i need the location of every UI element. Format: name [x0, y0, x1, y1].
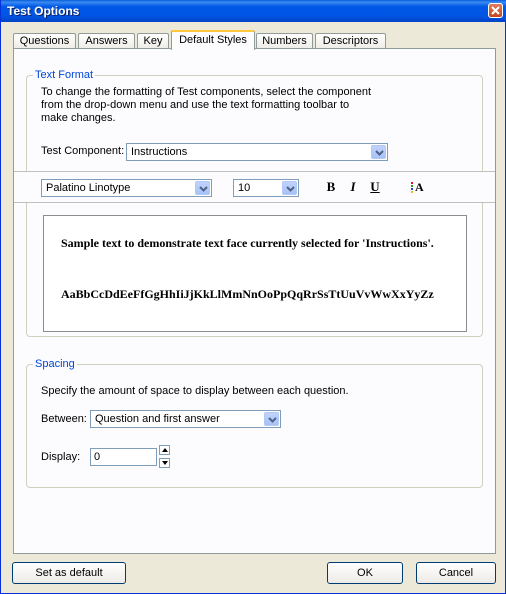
spacing-label: Spacing: [35, 358, 75, 370]
description-line: make changes.: [41, 112, 116, 124]
chevron-down-icon: [375, 150, 384, 156]
display-label: Display:: [41, 451, 81, 463]
set-as-default-button[interactable]: Set as default: [12, 562, 126, 584]
dropdown-arrow[interactable]: [195, 181, 210, 195]
chevron-down-icon: [199, 186, 208, 192]
between-value: Question and first answer: [95, 413, 220, 425]
ok-button[interactable]: OK: [327, 562, 403, 584]
text-formatting-toolbar: [14, 171, 495, 203]
font-dropdown[interactable]: [41, 179, 212, 197]
tab-key[interactable]: Key: [137, 33, 169, 49]
close-button[interactable]: [488, 3, 503, 18]
text-format-label: Text Format: [35, 69, 94, 81]
bold-button[interactable]: B: [326, 179, 336, 194]
arrow-up-icon: [162, 448, 168, 452]
window-title: Test Options: [7, 4, 80, 18]
tab-descriptors[interactable]: Descriptors: [315, 33, 386, 49]
between-dropdown[interactable]: [90, 410, 281, 428]
underline-button[interactable]: U: [370, 179, 380, 194]
dropdown-arrow[interactable]: [371, 145, 386, 159]
test-component-value: Instructions: [131, 146, 188, 158]
close-icon: [491, 6, 500, 15]
text-format-description: [41, 86, 461, 125]
title-bar[interactable]: [1, 0, 506, 22]
display-spin-input[interactable]: 0: [90, 448, 157, 466]
chevron-down-icon: [268, 417, 277, 423]
test-component-label: Test Component:: [41, 145, 125, 157]
font-size-value: 10: [238, 182, 251, 194]
default-styles-panel: [13, 48, 496, 554]
spin-up-button[interactable]: [159, 445, 170, 455]
preview-sample-text: Sample text to demonstrate text face currently selected for 'Instructions'.: [61, 236, 434, 250]
tab-default-styles[interactable]: Default Styles: [171, 30, 255, 50]
cancel-button[interactable]: Cancel: [416, 562, 496, 584]
font-color-button[interactable]: [409, 179, 427, 195]
tab-questions[interactable]: Questions: [13, 33, 76, 49]
tab-numbers[interactable]: Numbers: [256, 33, 313, 49]
test-component-dropdown[interactable]: [126, 143, 388, 161]
chevron-down-icon: [286, 186, 295, 192]
dropdown-arrow[interactable]: [264, 412, 279, 426]
italic-button[interactable]: I: [350, 179, 356, 194]
font-color-label: A: [415, 180, 424, 194]
spin-down-button[interactable]: [159, 458, 170, 468]
arrow-down-icon: [162, 461, 168, 465]
dropdown-arrow[interactable]: [282, 181, 297, 195]
text-preview-box: [43, 215, 467, 332]
tab-answers[interactable]: Answers: [78, 33, 135, 49]
preview-alphabet: AaBbCcDdEeFfGgHhIiJjKkLlMmNnOoPpQqRrSsTtUuVvWwXxYyZz: [61, 287, 434, 301]
spacing-description: Specify the amount of space to display between each question.: [41, 385, 349, 397]
between-label: Between:: [41, 413, 87, 425]
description-line: To change the formatting of Test components, select the component: [41, 86, 371, 98]
font-value: Palatino Linotype: [46, 182, 131, 194]
font-size-dropdown[interactable]: [233, 179, 299, 197]
description-line: from the drop-down menu and use the text formatting toolbar to: [41, 99, 350, 111]
